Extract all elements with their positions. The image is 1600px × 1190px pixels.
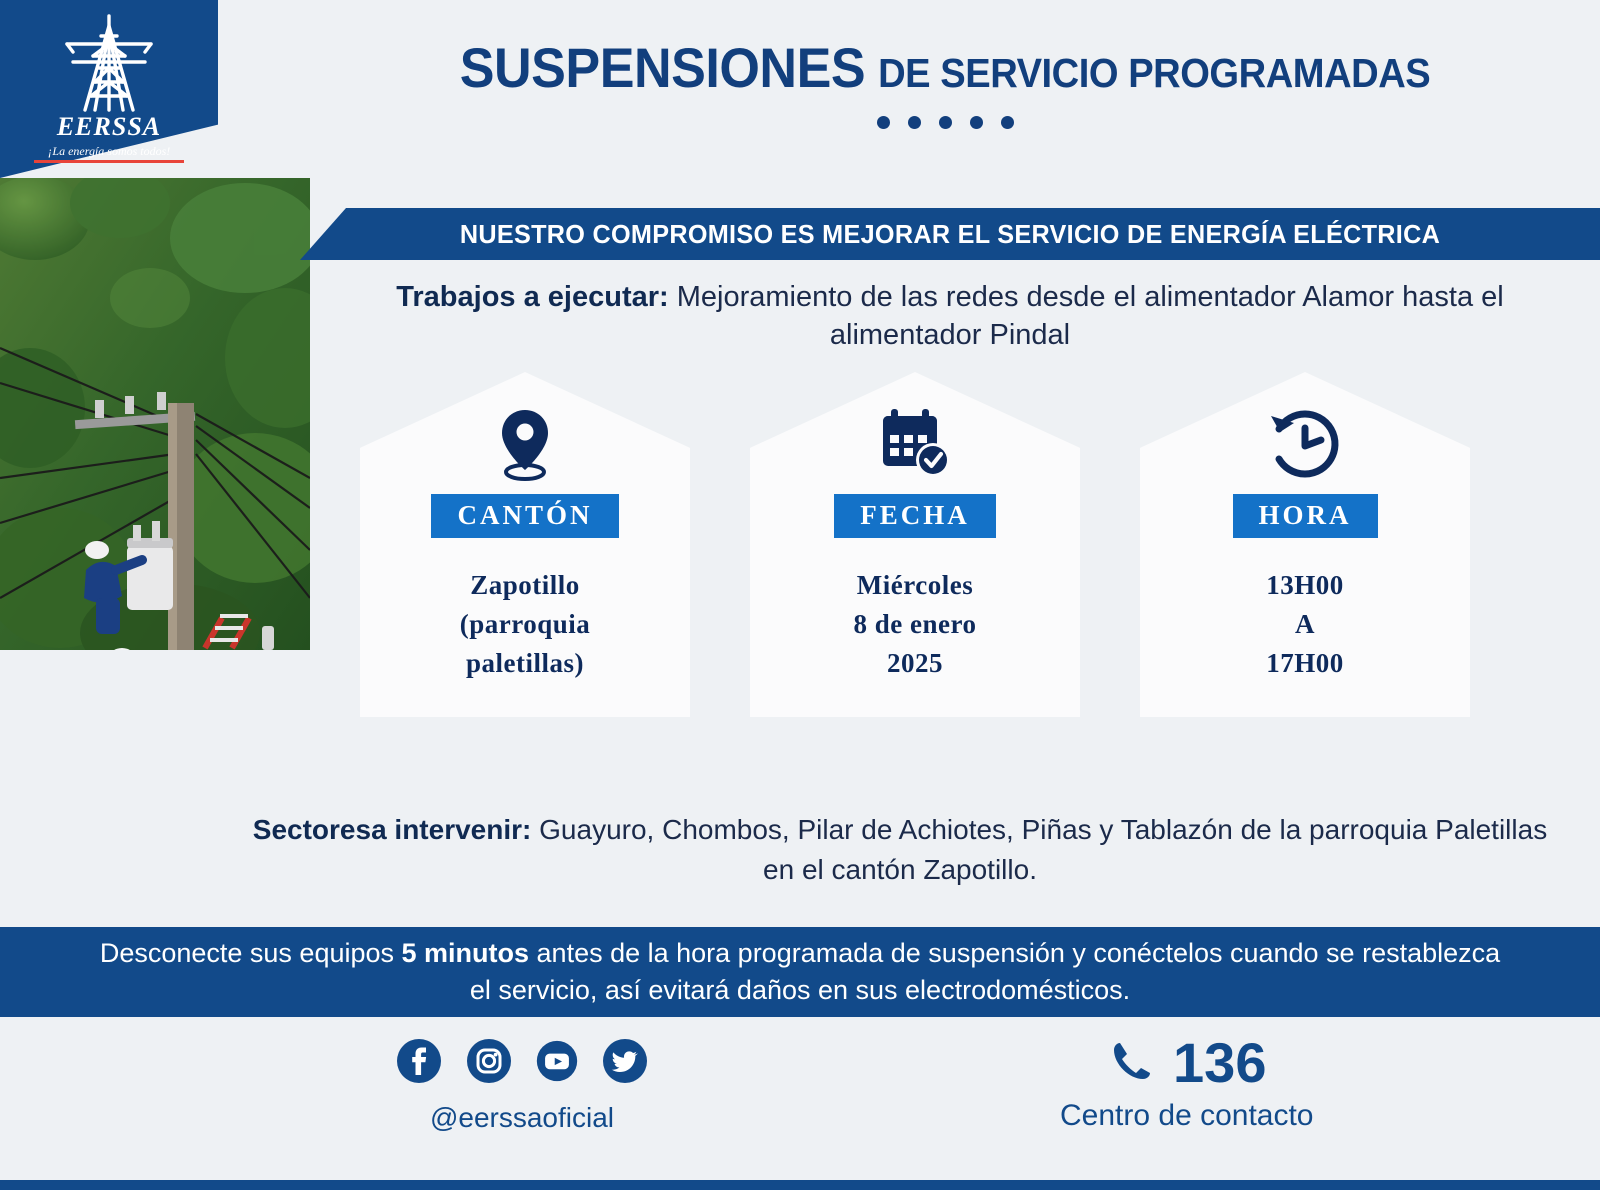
notice-text bbox=[90, 935, 1510, 1010]
clock-arrow-icon bbox=[1263, 400, 1347, 488]
twitter-icon[interactable] bbox=[601, 1037, 649, 1090]
dot bbox=[939, 116, 952, 129]
card-line: Miércoles bbox=[856, 570, 974, 600]
notice-bar bbox=[0, 927, 1600, 1017]
instagram-icon[interactable] bbox=[465, 1037, 513, 1090]
sectors-label: Sectoresa intervenir: bbox=[252, 814, 532, 845]
card-tag-hora: HORA bbox=[1233, 494, 1378, 538]
info-card-fecha bbox=[750, 372, 1080, 717]
contact-label: Centro de contacto bbox=[1060, 1099, 1314, 1132]
social-icons-row bbox=[395, 1037, 649, 1090]
card-line: 8 de enero bbox=[853, 609, 977, 640]
info-card-hora bbox=[1140, 372, 1470, 717]
calendar-check-icon bbox=[873, 400, 957, 488]
works-line bbox=[330, 278, 1570, 355]
dot bbox=[877, 116, 890, 129]
works-label: Trabajos a ejecutar: bbox=[396, 281, 669, 313]
facebook-icon[interactable] bbox=[395, 1037, 443, 1090]
social-block bbox=[395, 1037, 649, 1134]
dot-separator bbox=[300, 116, 1590, 129]
info-cards bbox=[330, 372, 1580, 732]
logo-underline bbox=[34, 160, 184, 163]
card-line: 17H00 bbox=[1266, 648, 1344, 679]
contact-phone-number: 136 bbox=[1173, 1031, 1267, 1094]
card-line: (parroquia bbox=[459, 609, 591, 640]
info-card-canton bbox=[360, 372, 690, 717]
page-title-rest: DE SERVICIO PROGRAMADAS bbox=[878, 50, 1431, 96]
notice-part2: antes de la hora programada de suspensión y conéctelos cuando se restablezca el servicio, así evitará daños en sus electrodomésticos. bbox=[469, 937, 1501, 1005]
social-handle[interactable]: @eerssaoficial bbox=[429, 1102, 615, 1133]
logo-wordmark: EERSSA bbox=[56, 112, 162, 141]
transmission-tower-icon bbox=[55, 10, 163, 118]
notice-part1: Desconecte sus equipos bbox=[99, 937, 402, 968]
logo-tagline: ¡La energía somos todos! bbox=[47, 144, 171, 158]
card-tag-canton: CANTÓN bbox=[431, 494, 618, 538]
card-body-canton bbox=[460, 566, 591, 683]
dot bbox=[1001, 116, 1014, 129]
phone-icon bbox=[1107, 1036, 1157, 1091]
page-title-block bbox=[300, 35, 1590, 129]
page-title-bold: SUSPENSIONES bbox=[459, 36, 866, 99]
card-body-hora bbox=[1266, 566, 1344, 683]
card-line: paletillas) bbox=[466, 648, 584, 679]
sectors-value: Guayuro, Chombos, Pilar de Achiotes, Piñas y Tablazón de la parroquia Paletillas en el cantón Zapotillo. bbox=[539, 814, 1548, 885]
dot bbox=[908, 116, 921, 129]
contact-row bbox=[1107, 1031, 1267, 1094]
commitment-banner-text: NUESTRO COMPROMISO ES MEJORAR EL SERVICIO DE ENERGÍA ELÉCTRICA bbox=[459, 218, 1441, 249]
bottom-strip bbox=[0, 1180, 1600, 1190]
youtube-icon[interactable] bbox=[535, 1039, 579, 1088]
works-value: Mejoramiento de las redes desde el alimentador Alamor hasta el alimentador Pindal bbox=[676, 281, 1504, 352]
card-tag-fecha: FECHA bbox=[834, 494, 996, 538]
card-line: 2025 bbox=[886, 648, 943, 679]
card-line: 13H00 bbox=[1266, 570, 1344, 600]
hero-photo bbox=[0, 178, 310, 650]
card-body-fecha bbox=[854, 566, 977, 683]
sectors-line bbox=[250, 810, 1550, 890]
card-line: A bbox=[1294, 609, 1315, 640]
notice-highlight: 5 minutos bbox=[401, 937, 530, 968]
brand-logo bbox=[0, 0, 218, 178]
contact-block bbox=[1060, 1031, 1314, 1133]
page-title bbox=[345, 35, 1545, 100]
footer bbox=[0, 1017, 1600, 1190]
location-pin-icon bbox=[483, 400, 567, 488]
dot bbox=[970, 116, 983, 129]
card-line: Zapotillo bbox=[470, 570, 580, 600]
